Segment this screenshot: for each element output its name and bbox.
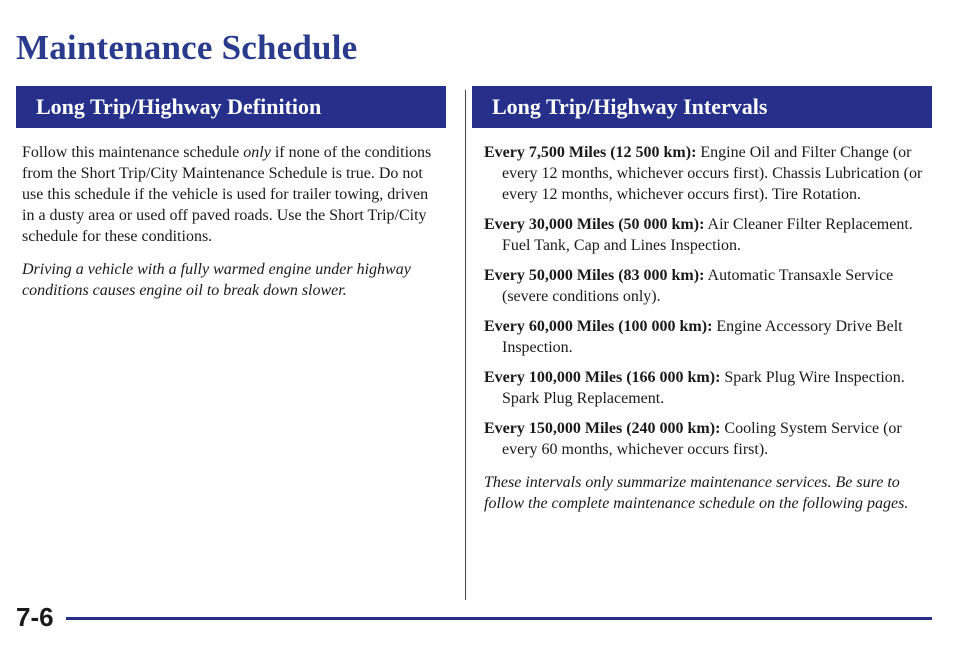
interval-item: Every 30,000 Miles (50 000 km): Air Cleaner Filter Replacement. Fuel Tank, Cap and Lines Inspection. [484,216,913,254]
section-heading-definition: Long Trip/Highway Definition [16,86,446,128]
footer-rule [66,617,932,620]
interval-item: Every 50,000 Miles (83 000 km): Automatic Transaxle Service (severe conditions only). [484,267,894,305]
column-divider [465,90,466,600]
interval-item: Every 150,000 Miles (240 000 km): Cooling System Service (or every 60 months, whichever occurs first). [484,420,902,458]
interval-item: Every 7,500 Miles (12 500 km): Engine Oil and Filter Change (or every 12 months, whichever occurs first). Chassis Lubrication (or every 12 months, whichever occurs first). Tire Rotation. [484,144,923,203]
page-title: Maintenance Schedule [16,28,358,67]
emphasis-only: only [243,144,271,161]
interval-item: Every 60,000 Miles (100 000 km): Engine Accessory Drive Belt Inspection. [484,318,903,356]
definition-paragraph: Follow this maintenance schedule only if none of the conditions from the Short Trip/City Maintenance Schedule is true. Do not use this schedule if the vehicle is used for trailer towing, driven in a dusty area or used off paved roads. Use the Short Trip/City schedule for these conditions. [22,144,432,245]
page-number: 7-6 [16,602,54,632]
interval-item: Every 100,000 Miles (166 000 km): Spark Plug Wire Inspection. Spark Plug Replacement. [484,369,905,407]
definition-column [22,142,442,313]
definition-note: Driving a vehicle with a fully warmed engine under highway conditions causes engine oil to break down slower. [22,261,411,299]
intervals-note: These intervals only summarize maintenance services. Be sure to follow the complete maintenance schedule on the following pages. [484,474,909,512]
section-heading-intervals: Long Trip/Highway Intervals [472,86,932,128]
intervals-column [484,142,924,530]
